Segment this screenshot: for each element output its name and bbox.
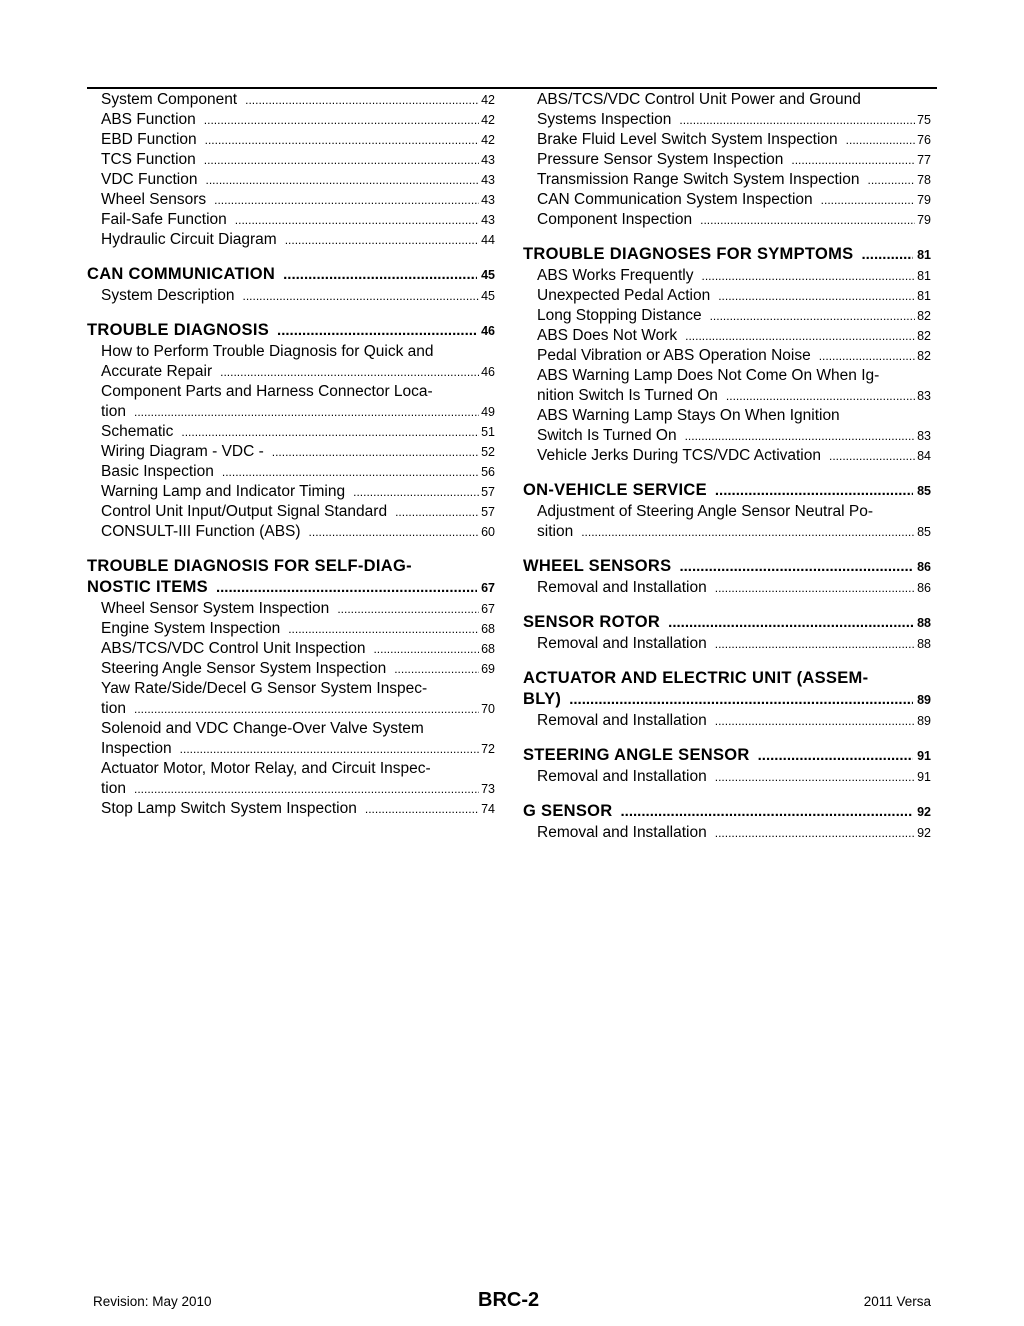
page-number: 42 <box>481 93 495 107</box>
toc-entry[interactable] <box>87 599 495 619</box>
toc-entry-line <box>537 150 931 170</box>
page-number: 49 <box>481 405 495 419</box>
toc-entry-text: ABS Warning Lamp Stays On When Ignition <box>537 407 840 424</box>
page-number: 42 <box>481 133 495 147</box>
toc-entry-line <box>101 659 495 679</box>
toc-entry[interactable] <box>523 346 931 366</box>
page-number: 43 <box>481 193 495 207</box>
toc-entry-text: VDC Function <box>101 171 198 188</box>
page-number: 83 <box>917 429 931 443</box>
page-number: 52 <box>481 445 495 459</box>
page-number: 72 <box>481 742 495 756</box>
dot-leader <box>235 210 479 230</box>
page-number: 76 <box>917 133 931 147</box>
toc-entry-text: Pedal Vibration or ABS Operation Noise <box>537 347 811 364</box>
toc-entry[interactable] <box>523 286 931 306</box>
dot-leader <box>846 130 915 150</box>
section-heading-text: G SENSOR <box>523 802 613 820</box>
toc-entry-line <box>101 779 495 799</box>
page-number: 74 <box>481 802 495 816</box>
toc-entry-text: Wiring Diagram - VDC - <box>101 443 264 460</box>
toc-entry-line <box>537 634 931 654</box>
page-number: 69 <box>481 662 495 676</box>
toc-entry-line <box>101 799 495 819</box>
toc-entry-line <box>537 426 931 446</box>
section-page-number: 81 <box>917 248 931 262</box>
toc-entry-text: CAN Communication System Inspection <box>537 191 813 208</box>
toc-entry-text: Warning Lamp and Indicator Timing <box>101 483 346 500</box>
section-heading-text: STEERING ANGLE SENSOR <box>523 746 750 764</box>
page-footer <box>93 1289 931 1313</box>
toc-entry-line <box>537 711 931 731</box>
page-number: 91 <box>917 770 931 784</box>
page-number: 77 <box>917 153 931 167</box>
toc-entry[interactable] <box>87 130 495 150</box>
toc-entry-text: Removal and Installation <box>537 712 707 729</box>
toc-entry-line <box>101 230 495 250</box>
dot-leader <box>621 801 914 822</box>
toc-entry-text: ABS/TCS/VDC Control Unit Inspection <box>101 640 366 657</box>
toc-entry-text: Control Unit Input/Output Signal Standard <box>101 503 388 520</box>
toc-entry[interactable] <box>523 406 931 446</box>
toc-entry-text: EBD Function <box>101 131 197 148</box>
page-number: 56 <box>481 465 495 479</box>
toc-entry-line <box>537 346 931 366</box>
toc-entry[interactable] <box>87 422 495 442</box>
page-number: 84 <box>917 449 931 463</box>
toc-entry-text: Adjustment of Steering Angle Sensor Neutral Po- <box>537 503 874 520</box>
page-number: 79 <box>917 193 931 207</box>
toc-entry[interactable] <box>87 190 495 210</box>
dot-leader <box>715 823 915 843</box>
toc-entry-line <box>537 266 931 286</box>
toc-entry-line <box>101 522 495 542</box>
toc-entry[interactable] <box>87 619 495 639</box>
toc-entry-text: ABS/TCS/VDC Control Unit Power and Ground <box>537 91 861 108</box>
dot-leader <box>283 264 477 285</box>
section-page-number: 89 <box>917 693 931 707</box>
dot-leader <box>337 599 479 619</box>
section-heading-text: NOSTIC ITEMS <box>87 578 208 596</box>
dot-leader <box>134 699 479 719</box>
dot-leader <box>394 659 479 679</box>
toc-entry[interactable] <box>523 130 931 150</box>
toc-entry-text: Inspection <box>101 740 172 757</box>
dot-leader <box>685 426 916 446</box>
toc-entry[interactable] <box>523 502 931 542</box>
dot-leader <box>715 480 913 501</box>
dot-leader <box>134 779 479 799</box>
toc-entry-text: System Component <box>101 91 238 108</box>
dot-leader <box>829 446 915 466</box>
dot-leader <box>819 346 915 366</box>
page-number: 51 <box>481 425 495 439</box>
dot-leader <box>710 306 916 326</box>
toc-entry-text: System Description <box>101 287 235 304</box>
dot-leader <box>715 767 915 787</box>
toc-entry[interactable] <box>87 442 495 462</box>
dot-leader <box>205 170 479 190</box>
toc-entry[interactable] <box>523 326 931 346</box>
toc-entry-text: Accurate Repair <box>101 363 213 380</box>
page-number: 78 <box>917 173 931 187</box>
page-number: 45 <box>481 289 495 303</box>
toc-entry-text: Steering Angle Sensor System Inspection <box>101 660 387 677</box>
dot-leader <box>353 482 479 502</box>
toc-entry-text: Long Stopping Distance <box>537 307 702 324</box>
toc-entry-text: tion <box>101 403 126 420</box>
toc-entry-line <box>537 446 931 466</box>
page-number: 81 <box>917 269 931 283</box>
header-rule <box>87 87 937 89</box>
toc-entry[interactable] <box>523 578 931 598</box>
toc-entry-line <box>537 823 931 843</box>
toc-entry-line <box>101 619 495 639</box>
toc-entry-line <box>537 210 931 230</box>
page-number: 60 <box>481 525 495 539</box>
toc-entry[interactable] <box>87 719 495 759</box>
toc-entry-line <box>101 150 495 170</box>
dot-leader <box>861 244 913 265</box>
toc-entry-text: Hydraulic Circuit Diagram <box>101 231 277 248</box>
section-heading-line[interactable]: TROUBLE DIAGNOSIS FOR SELF-DIAG- <box>87 557 412 575</box>
dot-leader <box>718 286 915 306</box>
dot-leader <box>685 326 915 346</box>
page-number: 92 <box>917 826 931 840</box>
section-heading-text: CAN COMMUNICATION <box>87 265 276 283</box>
toc-entry-text: Schematic <box>101 423 174 440</box>
page-code: BRC-2 <box>478 1289 540 1311</box>
section-page-number: 92 <box>917 805 931 819</box>
section-heading[interactable] <box>87 577 495 599</box>
dot-leader <box>668 612 913 633</box>
toc-entry-text: ABS Function <box>101 111 196 128</box>
dot-leader <box>679 110 915 130</box>
page-number: 44 <box>481 233 495 247</box>
toc-entry[interactable] <box>87 90 495 110</box>
toc-entry-text: Actuator Motor, Motor Relay, and Circuit Inspec- <box>101 760 431 777</box>
page-number: 67 <box>481 602 495 616</box>
section-heading-text: TROUBLE DIAGNOSIS <box>87 321 270 339</box>
dot-leader <box>373 639 479 659</box>
section-heading[interactable] <box>523 801 931 823</box>
section-heading-text: ON-VEHICLE SERVICE <box>523 481 707 499</box>
toc-entry-line <box>101 699 495 719</box>
toc-section <box>87 556 495 819</box>
toc-entry-text: ABS Works Frequently <box>537 267 694 284</box>
toc-section <box>523 612 931 654</box>
page-number: 43 <box>481 213 495 227</box>
dot-leader <box>791 150 915 170</box>
toc-entry-text: Brake Fluid Level Switch System Inspection <box>537 131 838 148</box>
toc-entry-text: Removal and Installation <box>537 635 707 652</box>
section-page-number: 85 <box>917 484 931 498</box>
vehicle-model: 2011 Versa <box>863 1294 931 1309</box>
toc-entry[interactable] <box>87 150 495 170</box>
section-heading[interactable] <box>87 320 495 342</box>
page-number: 73 <box>481 782 495 796</box>
toc-entry-line <box>537 326 931 346</box>
toc-entry-line <box>537 130 931 150</box>
page-number: 75 <box>917 113 931 127</box>
dot-leader <box>365 799 479 819</box>
section-heading[interactable] <box>523 745 931 767</box>
toc-entry-text: Removal and Installation <box>537 579 707 596</box>
toc-entry-text: tion <box>101 780 126 797</box>
page-number: 85 <box>917 525 931 539</box>
toc-entry-text: TCS Function <box>101 151 196 168</box>
dot-leader <box>867 170 915 190</box>
toc-entry-text: Component Parts and Harness Connector Loca- <box>101 383 433 400</box>
toc-entry-line <box>537 522 931 542</box>
toc-section <box>523 745 931 787</box>
dot-leader <box>205 130 479 150</box>
toc-entry[interactable] <box>523 190 931 210</box>
page-number: 46 <box>481 365 495 379</box>
toc-entry-line <box>101 442 495 462</box>
toc-entry[interactable] <box>523 711 931 731</box>
toc-entry[interactable] <box>523 150 931 170</box>
toc-entry-text: Systems Inspection <box>537 111 672 128</box>
toc-section <box>87 320 495 542</box>
dot-leader <box>726 386 915 406</box>
dot-leader <box>220 362 479 382</box>
toc-entry-line <box>101 462 495 482</box>
dot-leader <box>715 711 915 731</box>
toc-entry-line <box>101 639 495 659</box>
section-heading[interactable] <box>523 480 931 502</box>
dot-leader <box>216 577 477 598</box>
toc-entry-text: Switch Is Turned On <box>537 427 677 444</box>
toc-entry-line <box>101 190 495 210</box>
dot-leader <box>569 689 913 710</box>
section-heading-text: BLY) <box>523 690 562 708</box>
toc-entry-text: Pressure Sensor System Inspection <box>537 151 784 168</box>
page-number: 81 <box>917 289 931 303</box>
section-page-number: 88 <box>917 616 931 630</box>
section-heading[interactable] <box>523 612 931 634</box>
dot-leader <box>222 462 479 482</box>
toc-entry-line <box>537 110 931 130</box>
toc-entry-line <box>101 599 495 619</box>
toc-entry[interactable] <box>87 639 495 659</box>
toc-entry[interactable] <box>87 799 495 819</box>
page-number: 57 <box>481 505 495 519</box>
toc-entry-line <box>101 502 495 522</box>
toc-entry[interactable] <box>87 110 495 130</box>
toc-entry[interactable] <box>87 679 495 719</box>
toc-section <box>523 556 931 598</box>
dot-leader <box>309 522 480 542</box>
page-number: 82 <box>917 349 931 363</box>
toc-entry-text: CONSULT-III Function (ABS) <box>101 523 301 540</box>
toc-entry-text: nition Switch Is Turned On <box>537 387 718 404</box>
toc-entry[interactable] <box>87 170 495 190</box>
toc-entry[interactable] <box>523 210 931 230</box>
toc-entry-text: Transmission Range Switch System Inspection <box>537 171 860 188</box>
page-number: 86 <box>917 581 931 595</box>
dot-leader <box>134 402 479 422</box>
toc-entry-text: Component Inspection <box>537 211 693 228</box>
section-page-number: 67 <box>481 581 495 595</box>
toc-entry-text: Stop Lamp Switch System Inspection <box>101 800 357 817</box>
toc-entry-line <box>537 578 931 598</box>
dot-leader <box>700 210 915 230</box>
toc-entry-line <box>537 190 931 210</box>
toc-entry-text: How to Perform Trouble Diagnosis for Quick and <box>101 343 434 360</box>
revision-date: Revision: May 2010 <box>93 1294 212 1309</box>
section-page-number: 86 <box>917 560 931 574</box>
dot-leader <box>758 745 913 766</box>
toc-entry-line <box>537 170 931 190</box>
page-number: 88 <box>917 637 931 651</box>
dot-leader <box>204 110 479 130</box>
toc-entry[interactable] <box>87 462 495 482</box>
dot-leader <box>288 619 479 639</box>
page-number: 68 <box>481 642 495 656</box>
toc-entry-text: ABS Warning Lamp Does Not Come On When Ig- <box>537 367 880 384</box>
toc-entry-text: Wheel Sensor System Inspection <box>101 600 330 617</box>
page-number: 83 <box>917 389 931 403</box>
toc-entry-line <box>101 130 495 150</box>
section-page-number: 46 <box>481 324 495 338</box>
dot-leader <box>715 578 915 598</box>
toc-entry-line <box>101 90 495 110</box>
dot-leader <box>245 90 479 110</box>
toc-entry-text: Unexpected Pedal Action <box>537 287 711 304</box>
toc-section <box>523 90 931 230</box>
page-number: 68 <box>481 622 495 636</box>
toc-entry-line <box>101 739 495 759</box>
dot-leader <box>821 190 915 210</box>
section-heading[interactable] <box>523 556 931 578</box>
toc-section <box>523 668 931 731</box>
toc-entry-text: ABS Does Not Work <box>537 327 678 344</box>
toc-section <box>523 801 931 843</box>
page-number: 79 <box>917 213 931 227</box>
section-heading[interactable] <box>523 689 931 711</box>
toc-entry[interactable] <box>87 210 495 230</box>
toc-entry[interactable] <box>523 634 931 654</box>
page-number: 57 <box>481 485 495 499</box>
toc-entry-text: Solenoid and VDC Change-Over Valve System <box>101 720 424 737</box>
toc-entry[interactable] <box>523 266 931 286</box>
page-number: 82 <box>917 329 931 343</box>
dot-leader <box>679 556 913 577</box>
toc-entry-text: Engine System Inspection <box>101 620 281 637</box>
toc-entry[interactable] <box>523 366 931 406</box>
toc-entry-line <box>101 362 495 382</box>
toc-entry-line <box>101 422 495 442</box>
section-page-number: 45 <box>481 268 495 282</box>
toc-entry-line <box>101 110 495 130</box>
page-number: 42 <box>481 113 495 127</box>
toc-entry[interactable] <box>87 522 495 542</box>
toc-entry-text: tion <box>101 700 126 717</box>
toc-section <box>523 480 931 542</box>
toc-entry-line <box>537 286 931 306</box>
toc-entry[interactable] <box>87 230 495 250</box>
dot-leader <box>180 739 479 759</box>
dot-leader <box>702 266 916 286</box>
dot-leader <box>214 190 479 210</box>
toc-entry[interactable] <box>87 659 495 679</box>
toc-entry-line <box>537 386 931 406</box>
dot-leader <box>181 422 479 442</box>
toc-entry-line <box>101 402 495 422</box>
toc-right-column <box>523 90 931 843</box>
section-heading[interactable] <box>523 244 931 266</box>
dot-leader <box>395 502 479 522</box>
toc-entry[interactable] <box>523 767 931 787</box>
toc-entry[interactable] <box>523 823 931 843</box>
dot-leader <box>715 634 915 654</box>
toc-entry[interactable] <box>523 446 931 466</box>
toc-entry[interactable] <box>87 382 495 422</box>
page-number: 70 <box>481 702 495 716</box>
toc-entry[interactable] <box>87 759 495 799</box>
section-heading-text: TROUBLE DIAGNOSES FOR SYMPTOMS <box>523 245 854 263</box>
toc-entry-line <box>101 210 495 230</box>
toc-entry[interactable] <box>87 482 495 502</box>
toc-entry-text: Removal and Installation <box>537 768 707 785</box>
toc-entry[interactable] <box>523 170 931 190</box>
toc-entry[interactable] <box>87 502 495 522</box>
dot-leader <box>285 230 479 250</box>
dot-leader <box>243 286 480 306</box>
toc-entry[interactable] <box>87 342 495 382</box>
page-number: 89 <box>917 714 931 728</box>
section-page-number: 91 <box>917 749 931 763</box>
toc-entry-line <box>101 286 495 306</box>
toc-entry-text: Vehicle Jerks During TCS/VDC Activation <box>537 447 821 464</box>
dot-leader <box>204 150 479 170</box>
page-number: 43 <box>481 153 495 167</box>
toc-section <box>87 264 495 306</box>
toc-entry-line <box>537 306 931 326</box>
toc-left-column <box>87 90 495 819</box>
section-heading-text: WHEEL SENSORS <box>523 557 672 575</box>
page-number: 82 <box>917 309 931 323</box>
toc-entry-text: Fail-Safe Function <box>101 211 227 228</box>
toc-entry-text: Removal and Installation <box>537 824 707 841</box>
toc-entry[interactable] <box>523 90 931 130</box>
toc-entry-text: sition <box>537 523 574 540</box>
section-heading-line[interactable]: ACTUATOR AND ELECTRIC UNIT (ASSEM- <box>523 669 869 687</box>
dot-leader <box>272 442 479 462</box>
toc-section <box>523 244 931 466</box>
toc-entry-text: Yaw Rate/Side/Decel G Sensor System Inspec- <box>101 680 428 697</box>
dot-leader <box>277 320 477 341</box>
toc-entry-line <box>101 170 495 190</box>
dot-leader <box>581 522 915 542</box>
toc-entry-text: Wheel Sensors <box>101 191 207 208</box>
toc-entry[interactable] <box>87 286 495 306</box>
toc-entry-text: Basic Inspection <box>101 463 214 480</box>
section-heading-text: SENSOR ROTOR <box>523 613 661 631</box>
toc-entry[interactable] <box>523 306 931 326</box>
section-heading[interactable] <box>87 264 495 286</box>
toc-section <box>87 90 495 250</box>
page-number: 43 <box>481 173 495 187</box>
toc-entry-line <box>537 767 931 787</box>
toc-entry-line <box>101 482 495 502</box>
